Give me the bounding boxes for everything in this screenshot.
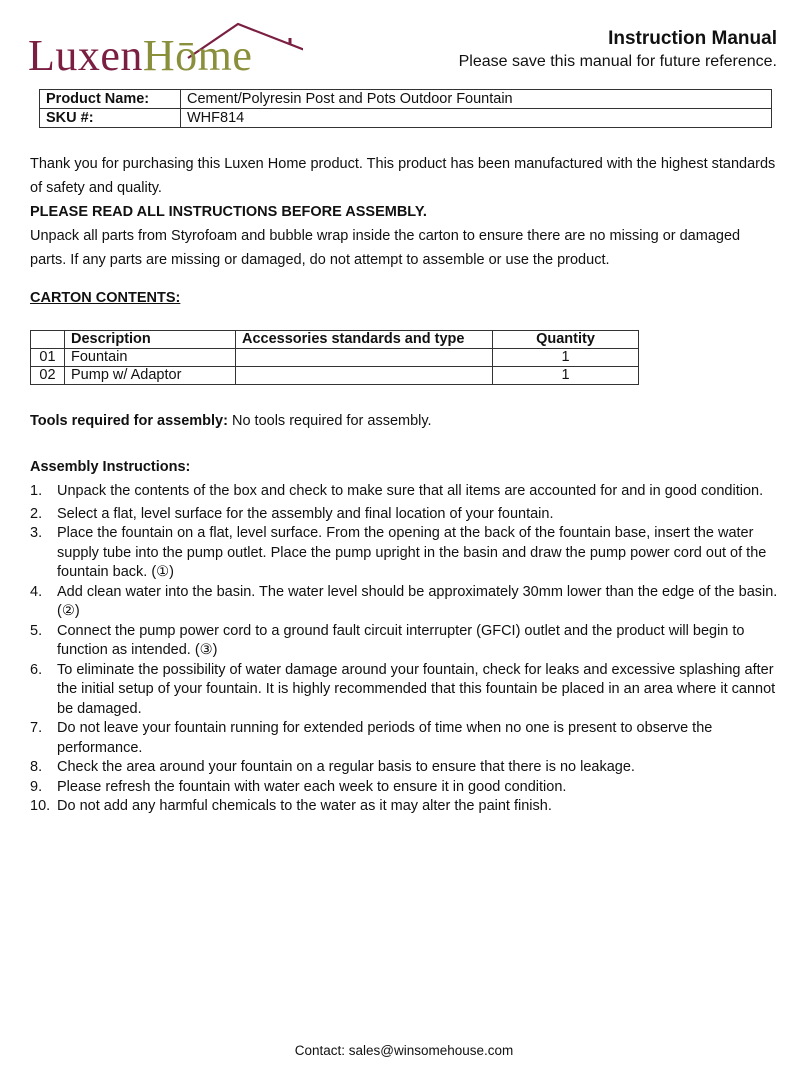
carton-heading: CARTON CONTENTS: [30,290,181,306]
table-row [40,90,772,109]
column-header: Quantity [493,331,639,349]
intro-warning: PLEASE READ ALL INSTRUCTIONS BEFORE ASSEMBLY. [30,204,427,220]
list-item [30,583,782,622]
list-item [30,505,782,525]
carton-contents-table [30,330,639,385]
step-number: 10. [30,798,51,814]
list-item [30,524,782,583]
row-description: Fountain [65,349,236,367]
step-number: 6. [30,661,43,678]
row-accessories [236,349,493,367]
assembly-steps [30,480,782,817]
step-text: Please refresh the fountain with water each week to ensure it in good condition. [57,778,567,795]
step-text: Do not add any harmful chemicals to the water as it may alter the paint finish. [57,798,552,814]
product-name-label: Product Name: [40,90,181,109]
step-number: 7. [30,720,43,736]
step-text: Check the area around your fountain on a regular basis to ensure that there is no leakage. [57,759,635,775]
product-info-table [39,89,772,128]
step-text: Unpack the contents of the box and check to make sure that all items are accounted for and in good condition. [57,483,764,499]
row-quantity: 1 [493,367,639,385]
list-item [30,719,782,758]
step-text: Connect the pump power cord to a ground fault circuit interrupter (GFCI) outlet and the product will begin to function as intended. (③) [57,622,745,658]
list-item [30,622,782,661]
intro-thanks: Thank you for purchasing this Luxen Home product. This product has been manufactured with the highest standards of safety and quality. [30,156,776,196]
column-header: Description [65,331,236,349]
step-number: 1. [30,483,43,499]
column-header: Accessories standards and type [236,331,493,349]
tools-required [30,410,780,434]
step-number: 4. [30,583,43,600]
assembly-heading: Assembly Instructions: [30,459,191,475]
row-accessories [236,367,493,385]
list-item [30,480,782,504]
step-text: Place the fountain on a flat, level surface. From the opening at the back of the fountain base, insert the water supply tube into the pump outlet. Place the pump upright in the basin and draw the pump power cord out of the fountain back. (①) [57,525,767,580]
manual-subtitle: Please save this manual for future reference. [458,53,777,70]
row-number: 01 [31,349,65,367]
step-text: To eliminate the possibility of water damage around your fountain, check for leaks and excessive splashing after the initial setup of your fountain. It is highly recommended that this fountain be placed in an area where it cannot be damaged. [57,661,776,717]
column-header [31,331,65,349]
brand-logo [28,18,303,78]
step-text: Select a flat, level surface for the assembly and final location of your fountain. [57,505,554,522]
row-description: Pump w/ Adaptor [65,367,236,385]
intro-unpack: Unpack all parts from Styrofoam and bubble wrap inside the carton to ensure there are no missing or damaged parts. If any parts are missing or damaged, do not attempt to assemble or use the product. [30,228,741,268]
step-number: 3. [30,525,43,541]
row-number: 02 [31,367,65,385]
step-number: 8. [30,759,43,775]
table-header-row [31,331,639,349]
table-row [40,109,772,128]
step-number: 2. [30,505,43,522]
tools-value: No tools required for assembly. [227,413,432,429]
row-quantity: 1 [493,349,639,367]
list-item [30,661,782,720]
product-name-value: Cement/Polyresin Post and Pots Outdoor Fountain [181,90,772,109]
list-item [30,758,782,778]
manual-title: Instruction Manual [608,28,777,49]
step-number: 5. [30,622,43,639]
brand-wordmark: LuxenHōme [28,31,253,80]
table-row [31,349,639,367]
tools-label: Tools required for assembly: [30,413,228,429]
step-text: Do not leave your fountain running for extended periods of time when no one is present to observe the performance. [57,720,713,756]
list-item [30,778,782,798]
footer-contact: Contact: sales@winsomehouse.com [294,1043,514,1058]
step-number: 9. [30,778,43,795]
list-item [30,797,782,817]
table-row [31,367,639,385]
sku-label: SKU #: [40,109,181,128]
sku-value: WHF814 [181,109,772,128]
step-text: Add clean water into the basin. The water level should be approximately 30mm lower than the edge of the basin. (②) [57,583,778,619]
